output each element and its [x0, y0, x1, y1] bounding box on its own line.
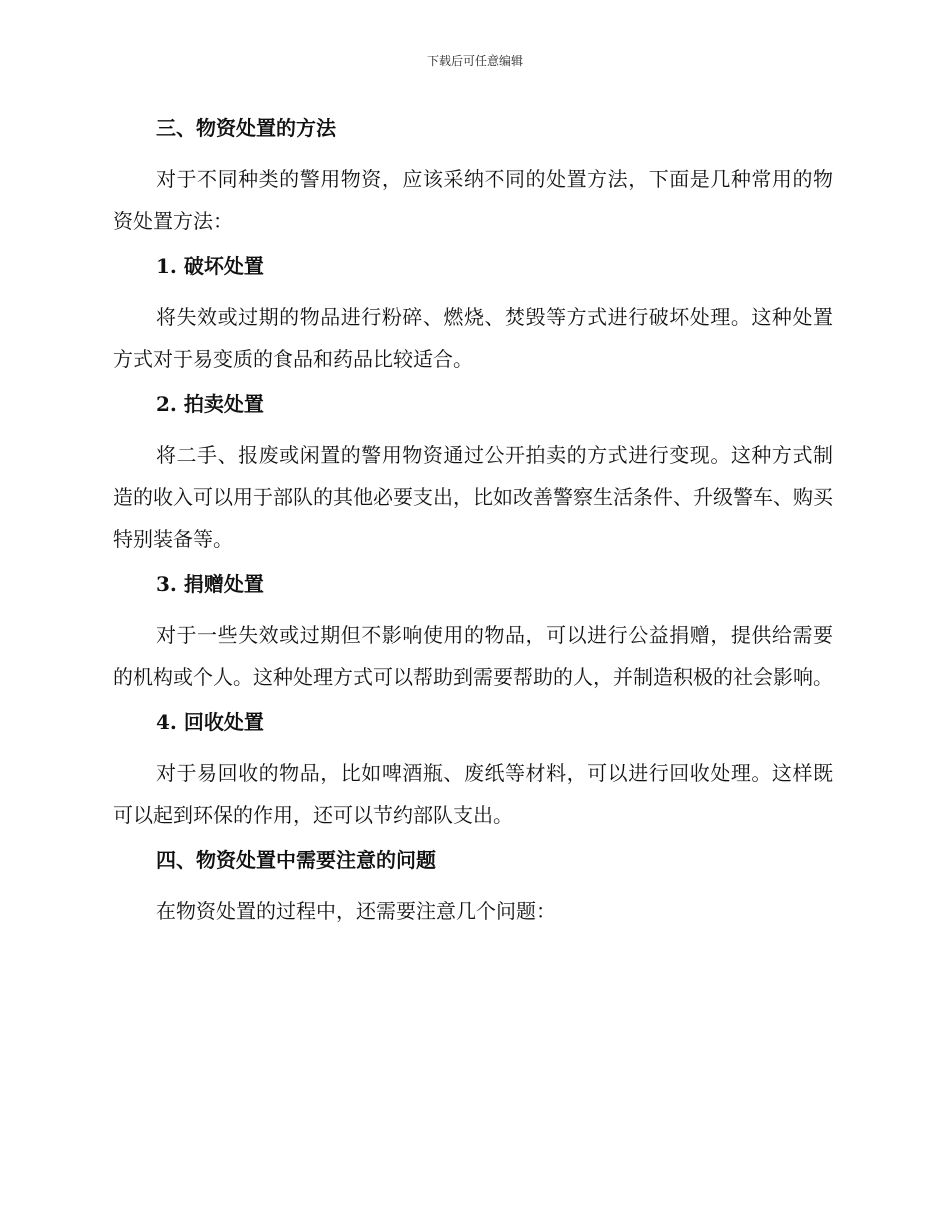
- subheading-destruction: 1. 破坏处置: [156, 254, 264, 278]
- paragraph-destruction: 将失效或过期的物品进行粉碎、燃烧、焚毁等方式进行破坏处理。这种处置方式对于易变质的食品和药品比较适合。: [113, 305, 833, 371]
- paragraph-issues-intro: 在物资处置的过程中，还需要注意几个问题：: [156, 899, 556, 923]
- section-heading-methods: 三、物资处置的方法: [156, 116, 336, 140]
- section-heading-issues: 四、物资处置中需要注意的问题: [156, 848, 436, 872]
- subheading-donation: 3. 捐赠处置: [156, 572, 264, 596]
- paragraph-auction: 将二手、报废或闲置的警用物资通过公开拍卖的方式进行变现。这种方式制造的收入可以用于部队的其他必要支出，比如改善警察生活条件、升级警车、购买特别装备等。: [113, 443, 833, 551]
- paragraph-recycling: 对于易回收的物品，比如啤酒瓶、废纸等材料，可以进行回收处理。这样既可以起到环保的作用，还可以节约部队支出。: [113, 761, 833, 827]
- paragraph-donation: 对于一些失效或过期但不影响使用的物品，可以进行公益捐赠，提供给需要的机构或个人。这种处理方式可以帮助到需要帮助的人，并制造积极的社会影响。: [113, 623, 833, 689]
- document-body: [113, 110, 833, 932]
- subheading-auction: 2. 拍卖处置: [156, 392, 264, 416]
- paragraph-methods-intro: 对于不同种类的警用物资，应该采纳不同的处置方法，下面是几种常用的物资处置方法：: [113, 167, 833, 233]
- subheading-recycling: 4. 回收处置: [156, 710, 264, 734]
- page-header: 下载后可任意编辑: [426, 54, 523, 68]
